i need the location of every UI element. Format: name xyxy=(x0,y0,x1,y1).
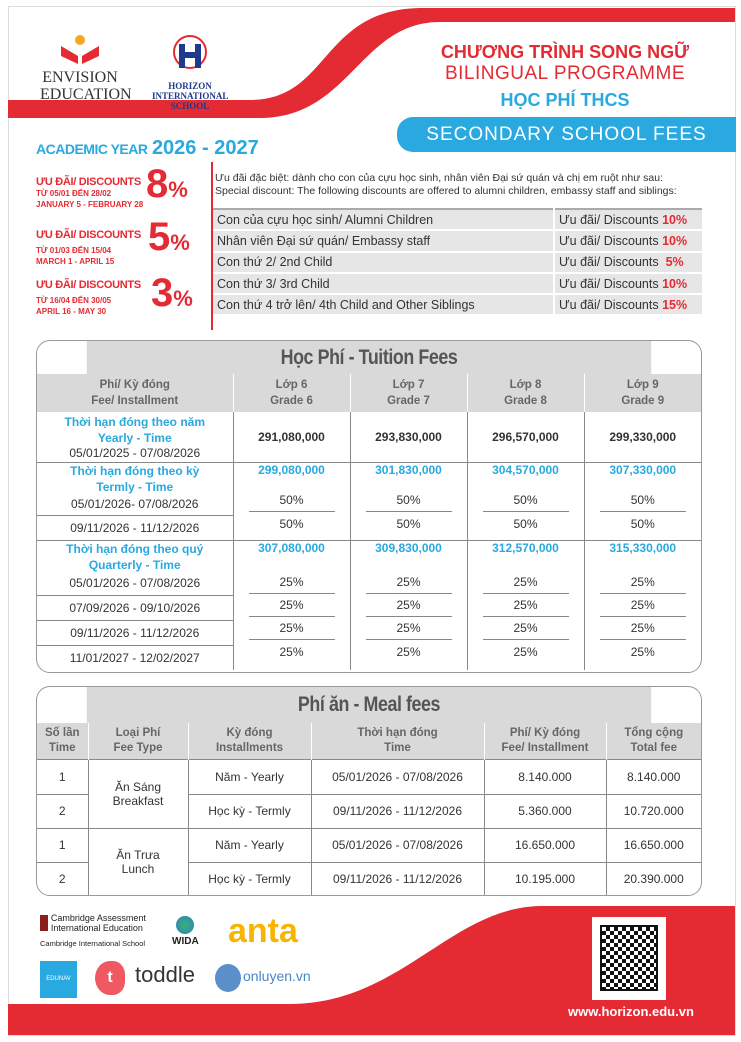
col-grade-9 xyxy=(584,374,701,412)
footer-cambridge: Cambridge Assessment International Education xyxy=(50,913,146,933)
tuition-termly-pct: 50% xyxy=(630,516,655,531)
meal-rows-1-n: 2 xyxy=(37,794,88,828)
meal-head-4-0: Phí/ Kỳ đóng xyxy=(509,726,581,739)
tuition-head-grades-3-0: Lớp 9 xyxy=(626,379,659,391)
termly-row xyxy=(37,462,701,540)
early-discount-3 xyxy=(36,271,196,317)
tuition-termly-pct: 50% xyxy=(396,516,421,531)
meal-rows-2-fee: 16.650.000 xyxy=(484,828,606,862)
meal-head-3-0: Thời hạn đóng xyxy=(357,726,438,739)
meal-head-5-0: Tổng cộng xyxy=(624,726,684,739)
table-row xyxy=(37,828,701,862)
discount-pct: 10% xyxy=(662,233,688,248)
tuition-quarterly-fees-0: 307,080,000 xyxy=(258,540,325,555)
discount-label: Ưu đãi/ Discounts xyxy=(559,212,659,227)
tuition-table xyxy=(37,374,701,670)
discount-label: ƯU ĐÃI/ DISCOUNTS xyxy=(36,176,141,188)
meal-fees-box xyxy=(36,686,702,896)
meal-head-4-1: Fee/ Installment xyxy=(501,741,589,754)
academic-year-value: 2026 - 2027 xyxy=(151,137,259,159)
tuition-head-c0a: Phí/ Kỳ đóng xyxy=(99,379,170,391)
tuition-termly-pct: 50% xyxy=(366,489,452,512)
table-row xyxy=(213,294,702,315)
qr-code[interactable] xyxy=(592,917,666,1000)
table-row xyxy=(213,273,702,294)
who: Con thứ 4 trở lên/ 4th Child and Other Siblings xyxy=(213,294,554,315)
tuition-quarterly-pct: 25% xyxy=(249,571,335,594)
tuition-termly-fees-3: 307,330,000 xyxy=(609,462,677,477)
discount-label: Ưu đãi/ Discounts xyxy=(559,297,659,312)
col-grade-7 xyxy=(350,374,467,412)
tuition-quarterly-dates-1: 07/09/2026 - 09/10/2026 xyxy=(37,596,233,621)
subtitle-en-banner: SECONDARY SCHOOL FEES xyxy=(397,117,736,152)
tuition-quarterly-pct: 25% xyxy=(483,571,569,594)
meal-header-row xyxy=(37,723,701,759)
who: Con của cựu học sinh/ Alumni Children xyxy=(213,209,554,230)
tuition-quarterly-fees-2: 312,570,000 xyxy=(492,540,559,555)
who: Nhân viên Đại sứ quán/ Embassy staff xyxy=(213,230,554,251)
early_discounts-0-value: 8 xyxy=(146,162,169,206)
early-discount-1 xyxy=(36,162,196,210)
tuition-yearly-fees-2: 296,570,000 xyxy=(467,412,584,462)
tuition-fees-box xyxy=(36,340,702,673)
academic-year xyxy=(36,137,259,160)
meal-rows-0-time: 05/01/2026 - 07/08/2026 xyxy=(311,759,484,794)
discount-value xyxy=(148,217,190,263)
discount-label: Ưu đãi/ Discounts xyxy=(559,276,659,291)
tuition-quarterly-vi: Thời hạn đóng theo quý xyxy=(66,541,204,556)
title-vi: CHƯƠNG TRÌNH SONG NGỮ xyxy=(440,42,690,62)
tuition-quarterly-pct: 25% xyxy=(600,617,686,640)
discount-label: Ưu đãi/ Discounts xyxy=(559,233,659,248)
discount-pct: 10% xyxy=(662,212,688,227)
who: Con thứ 3/ 3rd Child xyxy=(213,273,554,294)
tuition-termly-fees-1: 301,830,000 xyxy=(375,462,442,477)
tuition-quarterly-dates-2: 09/11/2026 - 11/12/2026 xyxy=(37,621,233,646)
quarterly-row xyxy=(37,540,701,670)
meal-title: Phí ăn - Meal fees xyxy=(87,687,651,723)
special-discount-table xyxy=(213,208,702,316)
tuition-title: Học Phí - Tuition Fees xyxy=(87,341,651,374)
discount-dates-vi: TỪ 16/04 ĐẾN 30/05 xyxy=(36,296,112,305)
meal-rows-0-n: 1 xyxy=(37,759,88,794)
who: Con thứ 2/ 2nd Child xyxy=(213,252,554,273)
subtitle-vi: HỌC PHÍ THCS xyxy=(500,90,630,110)
table-row xyxy=(213,252,702,273)
tuition-quarterly-pct: 25% xyxy=(600,571,686,594)
tuition-quarterly-pct: 25% xyxy=(279,644,304,659)
meal-rows-1-inst: Học kỳ - Termly xyxy=(188,794,311,828)
tuition-head-grades-2-1: Grade 8 xyxy=(504,395,547,407)
onluyen-logo: onluyen.vn xyxy=(243,968,311,984)
envision-logo xyxy=(40,34,132,103)
envision-book-icon xyxy=(58,34,102,64)
early_discounts-2-unit: % xyxy=(173,286,193,311)
footer-cambridge_sub: Cambridge International School xyxy=(40,939,146,948)
meal-head-2-1: Installments xyxy=(215,741,284,754)
meal-rows-3-n: 2 xyxy=(37,862,88,896)
academic-year-label: ACADEMIC YEAR xyxy=(36,141,148,157)
edunav-logo: EDUNAV xyxy=(40,961,77,998)
tuition-termly-pct: 50% xyxy=(249,489,335,512)
discount-label: ƯU ĐÃI/ DISCOUNTS xyxy=(36,279,141,291)
meal-head-2-0: Kỳ đóng xyxy=(226,726,273,739)
special-intro-en: Special discount: The following discounts are offered to alumni children, embassy staff and siblings: xyxy=(215,185,677,197)
discount-value xyxy=(151,273,193,319)
tuition-yearly-date: 05/01/2025 - 07/08/2026 xyxy=(69,445,201,460)
discount-dates-en: APRIL 16 - MAY 30 xyxy=(36,307,107,316)
meal-head-0-1: Time xyxy=(48,741,76,754)
discount-dates-en: JANUARY 5 - FEBRUARY 28 xyxy=(36,200,144,209)
meal-head-5-1: Total fee xyxy=(630,741,677,754)
col-grade-8 xyxy=(467,374,584,412)
early_discounts-1-value: 5 xyxy=(148,215,171,259)
meal-head-1-1: Fee Type xyxy=(113,741,163,754)
tuition-header-row xyxy=(37,374,701,412)
title-en: BILINGUAL PROGRAMME xyxy=(444,63,685,84)
tuition-termly-vi: Thời hạn đóng theo kỳ xyxy=(70,463,200,478)
discount-pct: 15% xyxy=(662,297,688,312)
tuition-yearly-vi: Thời hạn đóng theo năm xyxy=(64,414,206,429)
tuition-quarterly-fees-3: 315,330,000 xyxy=(609,540,677,555)
meal-rows-3-time: 09/11/2026 - 11/12/2026 xyxy=(311,862,484,896)
tuition-head-grades-1-0: Lớp 7 xyxy=(392,379,425,391)
onluyen-owl-icon xyxy=(215,964,241,992)
tuition-quarterly-pct: 25% xyxy=(249,594,335,617)
tuition-quarterly-pct: 25% xyxy=(513,644,538,659)
tuition-quarterly-pct: 25% xyxy=(396,644,421,659)
tuition-quarterly-dates-3: 11/01/2027 - 12/02/2027 xyxy=(69,650,200,665)
horizon-logo-text: HORIZON INTERNATIONAL SCHOOL xyxy=(152,81,229,111)
wida-logo xyxy=(172,916,199,947)
discount-pct: 5% xyxy=(665,255,684,270)
tuition-termly-fees-0: 299,080,000 xyxy=(258,462,325,477)
tuition-quarterly-pct: 25% xyxy=(483,594,569,617)
tuition-quarterly-en: Quarterly - Time xyxy=(88,557,181,572)
cambridge-logo xyxy=(40,913,165,948)
tuition-quarterly-dates-0: 05/01/2026 - 07/08/2026 xyxy=(37,573,233,596)
discount-dates-vi: TỪ 01/03 ĐẾN 15/04 xyxy=(36,246,112,255)
meal-head-0-0: Số lần xyxy=(44,726,80,739)
meal-types-1-0: Ăn Trưa xyxy=(116,848,160,863)
tuition-termly-en: Termly - Time xyxy=(96,479,174,494)
meal-rows-3-fee: 10.195.000 xyxy=(484,862,606,896)
early-discount-2 xyxy=(36,215,196,267)
wida-dots-icon xyxy=(176,916,194,934)
tuition-yearly-fees-3: 299,330,000 xyxy=(584,412,701,462)
tuition-head-grades-0-0: Lớp 6 xyxy=(275,379,308,391)
tuition-quarterly-pct: 25% xyxy=(366,617,452,640)
website-link[interactable]: www.horizon.edu.vn xyxy=(568,1004,694,1019)
meal-rows-1-total: 10.720.000 xyxy=(606,794,701,828)
discount-pct: 10% xyxy=(662,276,688,291)
early_discounts-0-unit: % xyxy=(168,177,188,202)
col-fee-installment xyxy=(37,374,233,412)
tuition-head-grades-2-0: Lớp 8 xyxy=(509,379,542,391)
tuition-termly-pct: 50% xyxy=(279,516,304,531)
tuition-quarterly-pct: 25% xyxy=(600,594,686,617)
meal-rows-2-total: 16.650.000 xyxy=(606,828,701,862)
tuition-head-c0b: Fee/ Installment xyxy=(91,395,179,407)
tuition-termly-pct: 50% xyxy=(600,489,686,512)
cambridge-shield-icon xyxy=(40,915,48,931)
tuition-yearly-en: Yearly - Time xyxy=(97,430,172,445)
discount-value xyxy=(146,164,188,210)
yearly-row xyxy=(37,412,701,462)
meal-table xyxy=(37,723,701,896)
qr-code-icon xyxy=(602,927,656,989)
tuition-quarterly-pct: 25% xyxy=(630,644,655,659)
tuition-termly-dates-0: 05/01/2026- 07/08/2026 xyxy=(37,495,233,516)
tuition-yearly-fees-1: 293,830,000 xyxy=(350,412,467,462)
tuition-quarterly-fees-1: 309,830,000 xyxy=(375,540,442,555)
tuition-termly-dates-1: 09/11/2026 - 11/12/2026 xyxy=(70,520,200,535)
horizon-h-icon xyxy=(165,34,215,76)
early_discounts-1-unit: % xyxy=(170,230,190,255)
meal-rows-0-fee: 8.140.000 xyxy=(484,759,606,794)
meal-types-0-1: Breakfast xyxy=(112,793,164,808)
tuition-quarterly-pct: 25% xyxy=(366,571,452,594)
footer-wida: WIDA xyxy=(172,936,199,947)
discount-dates-en: MARCH 1 - APRIL 15 xyxy=(36,257,115,266)
early_discounts-2-value: 3 xyxy=(151,271,174,315)
meal-rows-2-inst: Năm - Yearly xyxy=(188,828,311,862)
col-grade-6 xyxy=(233,374,350,412)
tuition-quarterly-pct: 25% xyxy=(366,594,452,617)
toddle-icon: t xyxy=(95,961,125,995)
tuition-quarterly-pct: 25% xyxy=(249,617,335,640)
tuition-head-grades-1-1: Grade 7 xyxy=(387,395,430,407)
tuition-head-grades-3-1: Grade 9 xyxy=(621,395,665,407)
meal-rows-0-inst: Năm - Yearly xyxy=(188,759,311,794)
table-row xyxy=(213,209,702,230)
tuition-yearly-fees-0: 291,080,000 xyxy=(233,412,350,462)
horizon-logo xyxy=(152,34,228,111)
meal-types-1-1: Lunch xyxy=(121,862,155,877)
table-row xyxy=(37,759,701,794)
table-row xyxy=(213,230,702,251)
meal-head-1-0: Loại Phí xyxy=(115,726,161,739)
special-intro-vi: Ưu đãi đặc biệt: dành cho con của cựu học sinh, nhân viên Đại sứ quán và chị em ruột như sau: xyxy=(215,172,663,184)
meal-rows-1-fee: 5.360.000 xyxy=(484,794,606,828)
envision-logo-text: ENVISION EDUCATION xyxy=(40,69,132,103)
tuition-termly-pct: 50% xyxy=(483,489,569,512)
tuition-termly-fees-2: 304,570,000 xyxy=(492,462,559,477)
meal-rows-3-inst: Học kỳ - Termly xyxy=(188,862,311,896)
meal-rows-0-total: 8.140.000 xyxy=(606,759,701,794)
tuition-termly-pct: 50% xyxy=(513,516,538,531)
toddle-logo: toddle xyxy=(135,962,195,987)
meal-types-0-0: Ăn Sáng xyxy=(114,779,162,794)
discount-label: Ưu đãi/ Discounts xyxy=(559,255,659,270)
meal-rows-3-total: 20.390.000 xyxy=(606,862,701,896)
meal-head-3-1: Time xyxy=(384,741,411,754)
meal-rows-2-time: 05/01/2026 - 07/08/2026 xyxy=(311,828,484,862)
discount-dates-vi: TỪ 05/01 ĐẾN 28/02 xyxy=(36,189,112,198)
tuition-quarterly-pct: 25% xyxy=(483,617,569,640)
meal-rows-2-n: 1 xyxy=(37,828,88,862)
tuition-head-grades-0-1: Grade 6 xyxy=(270,395,313,407)
special-intro xyxy=(215,172,705,198)
meal-rows-1-time: 09/11/2026 - 11/12/2026 xyxy=(311,794,484,828)
anta-logo: anta xyxy=(228,912,298,950)
discount-label: ƯU ĐÃI/ DISCOUNTS xyxy=(36,229,141,241)
